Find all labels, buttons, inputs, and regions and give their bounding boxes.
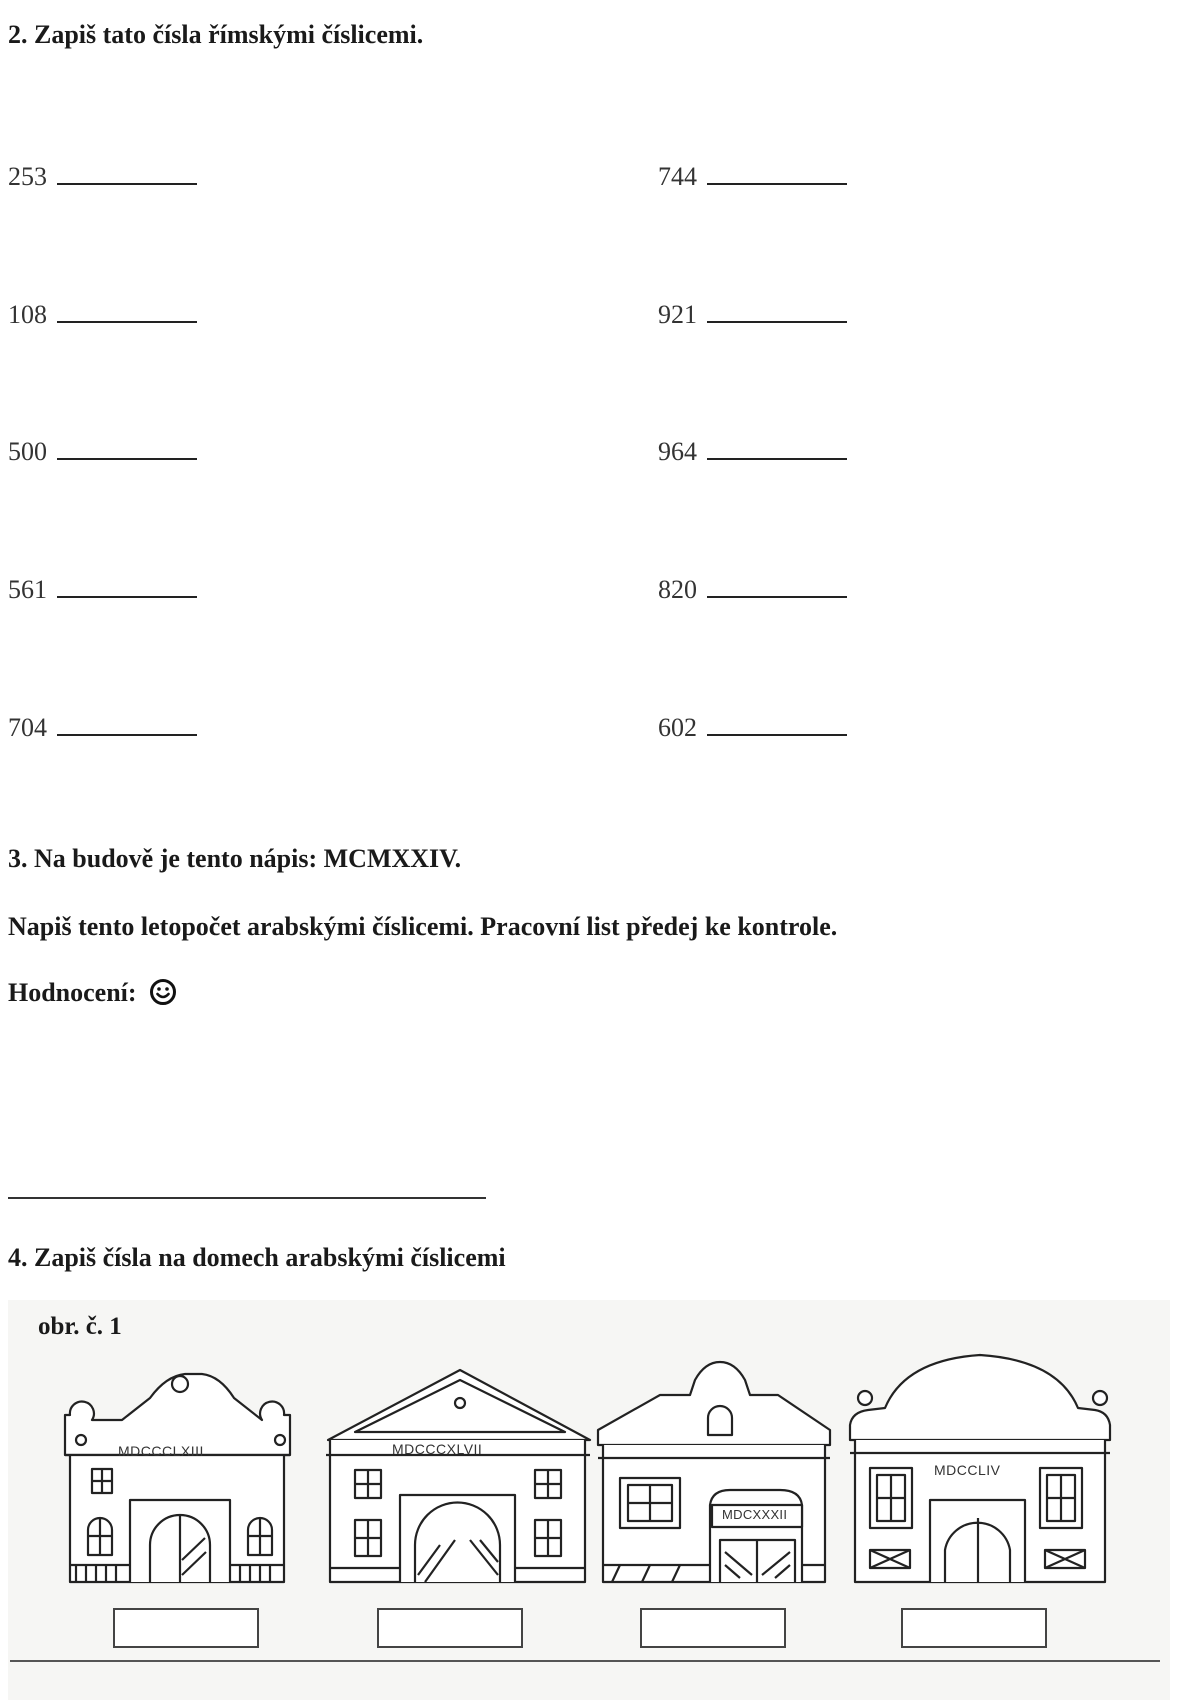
house-3: [598, 1362, 830, 1582]
house-answer-box[interactable]: [901, 1608, 1047, 1648]
task2-heading: 2. Zapiš tato čísla římskými číslicemi.: [8, 20, 424, 49]
exercise-number: 964: [658, 437, 697, 466]
exercise-number: 500: [8, 437, 47, 466]
house-answer-box[interactable]: [113, 1608, 259, 1648]
house-inscription: MDCCCXLVII: [392, 1441, 483, 1457]
exercise-number: 820: [658, 575, 697, 604]
exercise-number: 921: [658, 300, 697, 329]
task4-heading: 4. Zapiš čísla na domech arabskými číslicemi: [8, 1243, 506, 1272]
exercise-number: 704: [8, 713, 47, 742]
house-answer-box[interactable]: [640, 1608, 786, 1648]
figure-caption: obr. č. 1: [38, 1313, 122, 1340]
ground-line: [10, 1660, 1160, 1662]
house-inscription: MDCXXXII: [722, 1507, 788, 1522]
exercise-number: 602: [658, 713, 697, 742]
exercise-number: 108: [8, 300, 47, 329]
task3-heading: 3. Na budově je tento nápis: MCMXXIV.: [8, 844, 462, 873]
house-2: [326, 1370, 590, 1582]
exercise-number: 561: [8, 575, 47, 604]
evaluation-label: Hodnocení:: [8, 978, 137, 1007]
house-1: [65, 1374, 290, 1582]
task3-instruction: Napiš tento letopočet arabskými číslicemi. Pracovní list předej ke kontrole.: [8, 912, 838, 941]
exercise-number: 253: [8, 162, 47, 191]
house-answer-box[interactable]: [377, 1608, 523, 1648]
house-inscription: MDCCCLXIII: [118, 1443, 204, 1459]
exercise-number: 744: [658, 162, 697, 191]
house-inscription: MDCCLIV: [934, 1462, 1001, 1478]
